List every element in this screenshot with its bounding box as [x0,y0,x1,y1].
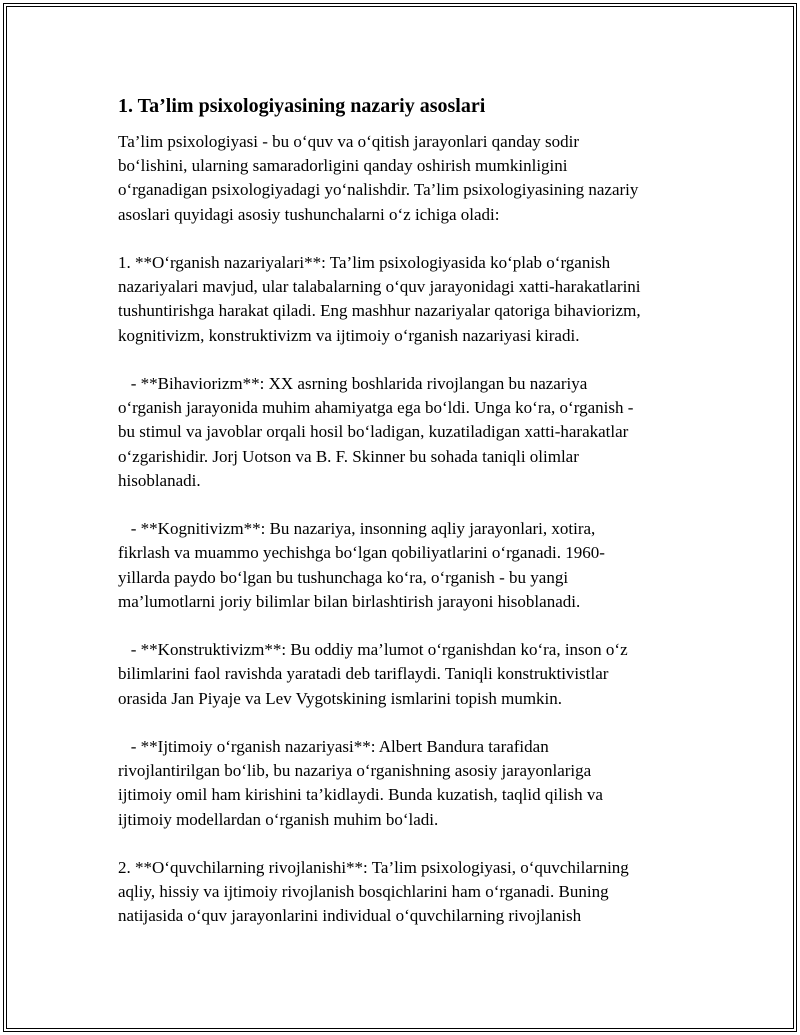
student-development-paragraph: 2. **O‘quvchilarning rivojlanishi**: Ta’lim psixologiyasi, o‘quvchilarning aqliy, hissiy va ijtimoiy rivojlanish bosqichlarini ham o‘rganadi. Buning natijasida o‘quv jarayonlarini individual o‘quvchilarning rivojlanish [118,858,629,926]
learning-theories-paragraph: 1. **O‘rganish nazariyalari**: Ta’lim psixologiyasida ko‘plab o‘rganish nazariyalari mavjud, ular talabalarning o‘quv jarayonidagi xatti-harakatlarini tushuntirishga harakat qiladi. Eng mashhur nazariyalar qatoriga bihaviorizm, kognitivizm, konstruktivizm va ijtimoiy o‘rganish nazariyasi kiradi. [118,253,641,345]
intro-paragraph: Ta’lim psixologiyasi - bu o‘quv va o‘qitish jarayonlari qanday sodir bo‘lishini, ularning samaradorligini qanday oshirish mumkinligini o‘rganadigan psixologiyadagi yo‘nalishdir. Ta’lim psixologiyasining nazariy asoslari quyidagi asosiy tushunchalarni o‘z ichiga oladi: [118,132,639,224]
cognitivism-paragraph: - **Kognitivizm**: Bu nazariya, insonning aqliy jarayonlari, xotira, fikrlash va muammo yechishga bo‘lgan qobiliyatlarini o‘rganadi. 1960- yillarda paydo bo‘lgan bu tushunchaga ko‘ra, o‘rganish - bu yangi ma’lumotlarni joriy bilimlar bilan birlashtirish jarayoni hisoblanadi. [118,519,605,611]
section-heading: 1. Ta’lim psixologiyasining nazariy asoslari [118,95,486,117]
document-body [118,92,698,953]
constructivism-paragraph: - **Konstruktivizm**: Bu oddiy ma’lumot o‘rganishdan ko‘ra, inson o‘z bilimlarini faol ravishda yaratadi deb tariflaydi. Taniqli konstruktivistlar orasida Jan Piyaje va Lev Vygotskining ismlarini topish mumkin. [118,640,628,708]
behaviorism-paragraph: - **Bihaviorizm**: XX asrning boshlarida rivojlangan bu nazariya o‘rganish jarayonida muhim ahamiyatga ega bo‘ldi. Unga ko‘ra, o‘rganish - bu stimul va javoblar orqali hosil bo‘ladigan, kuzatiladigan xatti-harakatlar o‘zgarishidir. Jorj Uotson va B. F. Skinner bu sohada taniqli olimlar hisoblanadi. [118,374,634,490]
social-learning-paragraph: - **Ijtimoiy o‘rganish nazariyasi**: Albert Bandura tarafidan rivojlantirilgan bo‘lib, bu nazariya o‘rganishning asosiy jarayonlariga ijtimoiy omil ham kirishini ta’kidlaydi. Bunda kuzatish, taqlid qilish va ijtimoiy modellardan o‘rganish muhim bo‘ladi. [118,737,603,829]
